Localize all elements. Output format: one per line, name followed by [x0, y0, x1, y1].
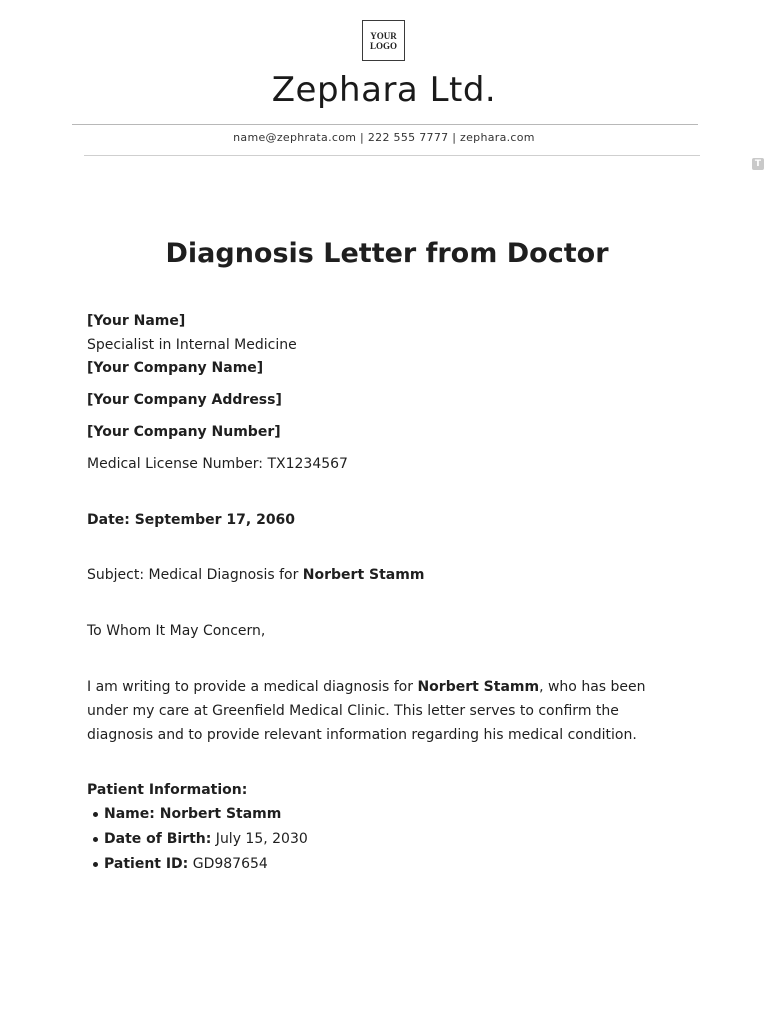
patient-info-list	[87, 802, 308, 877]
patient-info-label: Name:	[104, 806, 155, 822]
body-patient-name: Norbert Stamm	[417, 679, 540, 695]
body-text-start: I am writing to provide a medical diagnosis for	[87, 679, 418, 695]
document-title: Diagnosis Letter from Doctor	[165, 238, 609, 269]
patient-info-label: Patient ID:	[104, 856, 189, 872]
header-divider-top	[72, 124, 698, 125]
salutation: To Whom It May Concern,	[87, 623, 266, 639]
company-logo-placeholder	[362, 20, 405, 61]
company-name: Zephara Ltd.	[271, 70, 497, 110]
text-tool-icon[interactable]: T	[752, 158, 764, 170]
list-item	[87, 827, 308, 852]
patient-info-heading: Patient Information:	[87, 782, 248, 798]
sender-specialty: Specialist in Internal Medicine	[87, 337, 297, 353]
body-paragraph	[87, 675, 687, 747]
logo-text-line2: LOGO	[369, 40, 397, 51]
subject-prefix: Subject: Medical Diagnosis for	[87, 567, 303, 583]
sender-company-number: [Your Company Number]	[87, 424, 281, 440]
contact-info: name@zephrata.com | 222 555 7777 | zephara.com	[233, 131, 535, 144]
logo-text-line1: YOUR	[370, 30, 397, 41]
letter-date: Date: September 17, 2060	[87, 512, 296, 528]
patient-info-value: GD987654	[188, 856, 268, 872]
patient-info-value: July 15, 2030	[211, 831, 308, 847]
subject-line	[87, 563, 424, 587]
sender-company-address: [Your Company Address]	[87, 392, 282, 408]
list-item	[87, 802, 308, 827]
header-divider-bottom	[84, 155, 700, 156]
body-text-end: , who has been under my care at Greenfield Medical Clinic. This letter serves to confirm the diagnosis and to provide relevant information regarding his medical condition.	[87, 679, 646, 743]
subject-patient-name: Norbert Stamm	[302, 567, 425, 583]
patient-info-value: Norbert Stamm	[154, 806, 282, 822]
sender-name: [Your Name]	[87, 313, 186, 329]
patient-info-label: Date of Birth:	[104, 831, 212, 847]
sender-company-name: [Your Company Name]	[87, 360, 264, 376]
medical-license: Medical License Number: TX1234567	[87, 456, 348, 472]
list-item	[87, 852, 308, 877]
